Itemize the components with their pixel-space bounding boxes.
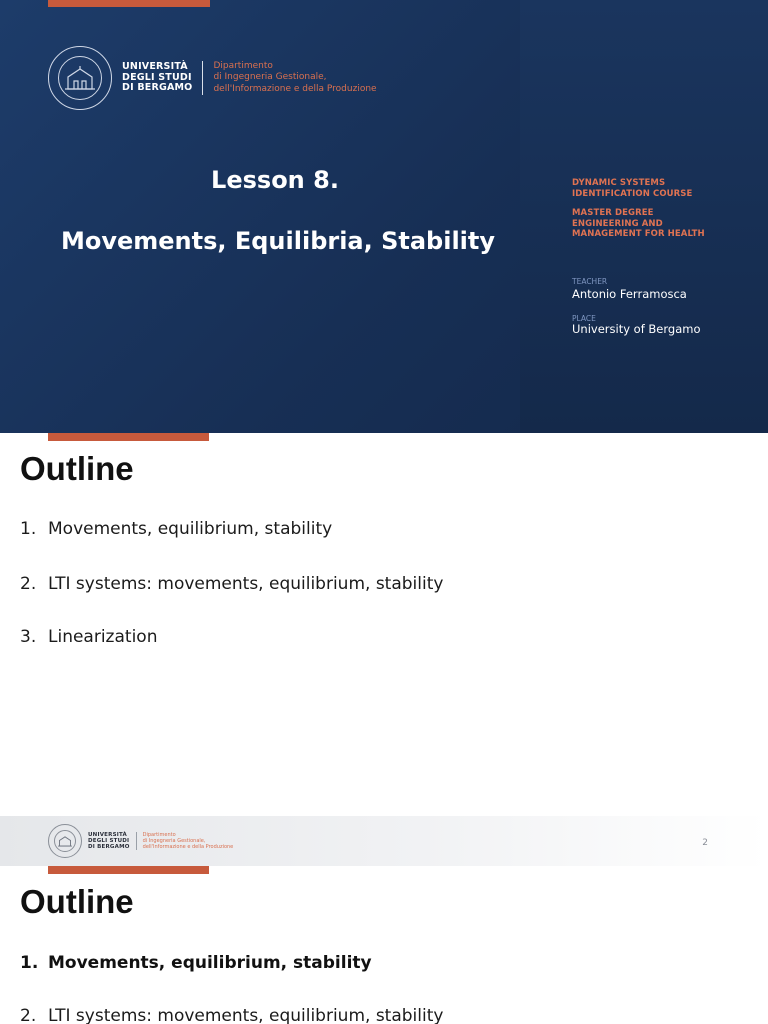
outline-slide	[0, 433, 768, 866]
outline-item	[20, 519, 332, 539]
outline-item-number: 2.	[20, 574, 37, 594]
footer-university-line: DEGLI STUDI	[88, 837, 130, 844]
title-slide	[0, 0, 768, 433]
accent-bar	[48, 433, 209, 441]
course-name-line: IDENTIFICATION COURSE	[572, 188, 693, 199]
footer-department-line: dell'Informazione e della Produzione	[142, 844, 234, 851]
teacher-name: Antonio Ferramosca	[572, 287, 687, 301]
outline-item-text: LTI systems: movements, equilibrium, stability	[48, 1006, 444, 1024]
accent-bar	[48, 866, 209, 874]
footer-department-line: Dipartimento	[142, 831, 176, 838]
logo-divider	[202, 61, 203, 95]
outline-item-number: 2.	[20, 1006, 37, 1024]
department-line: di Ingegneria Gestionale,	[213, 72, 327, 83]
outline-item-active	[20, 953, 372, 973]
outline-item-text: Movements, equilibrium, stability	[48, 953, 372, 973]
outline-item-number: 1.	[20, 953, 39, 973]
outline-title: Outline	[20, 883, 134, 920]
footer-department-name	[143, 832, 234, 851]
outline-item-number: 1.	[20, 519, 37, 539]
university-name-line: DEGLI STUDI	[122, 71, 192, 83]
degree-name-line: MASTER DEGREE	[572, 208, 654, 218]
department-line: Dipartimento	[213, 61, 273, 72]
footer-university-line: UNIVERSITÀ	[88, 831, 127, 838]
degree-name	[572, 208, 705, 240]
university-name-line: DI BERGAMO	[122, 82, 193, 94]
lesson-title: Movements, Equilibria, Stability	[60, 227, 496, 255]
course-name-line: DYNAMIC SYSTEMS	[572, 178, 666, 188]
outline-item-text: LTI systems: movements, equilibrium, stability	[48, 574, 444, 594]
outline-item	[20, 574, 443, 594]
university-logo	[48, 46, 377, 110]
outline-title: Outline	[20, 450, 134, 487]
accent-bar	[48, 0, 210, 7]
footer-logo-divider	[136, 832, 137, 850]
department-name	[213, 61, 376, 95]
footer-university-name	[88, 832, 130, 850]
outline-item	[20, 1006, 443, 1024]
page-number: 2	[702, 838, 708, 848]
university-name	[122, 62, 192, 94]
lesson-number: Lesson 8.	[211, 166, 339, 194]
degree-name-line: ENGINEERING AND	[572, 218, 663, 229]
degree-name-line: MANAGEMENT FOR HEALTH	[572, 229, 705, 239]
department-line: dell'Informazione e della Produzione	[213, 83, 377, 94]
outline-item-text: Movements, equilibrium, stability	[48, 519, 333, 539]
outline-item-text: Linearization	[48, 627, 158, 647]
outline-item-number: 3.	[20, 627, 37, 647]
place-name: University of Bergamo	[572, 322, 701, 336]
place-label: PLACE	[572, 314, 596, 323]
outline-item	[20, 627, 157, 647]
footer-logo	[48, 824, 233, 858]
footer-university-line: DI BERGAMO	[88, 844, 130, 851]
university-seal-icon	[48, 46, 112, 110]
slide-footer	[0, 816, 768, 866]
university-seal-icon	[48, 824, 82, 858]
footer-department-line: di Ingegneria Gestionale,	[142, 837, 206, 844]
university-name-line: UNIVERSITÀ	[122, 61, 188, 73]
teacher-label: TEACHER	[572, 277, 608, 286]
outline-slide	[0, 866, 768, 1024]
course-name	[572, 178, 692, 199]
